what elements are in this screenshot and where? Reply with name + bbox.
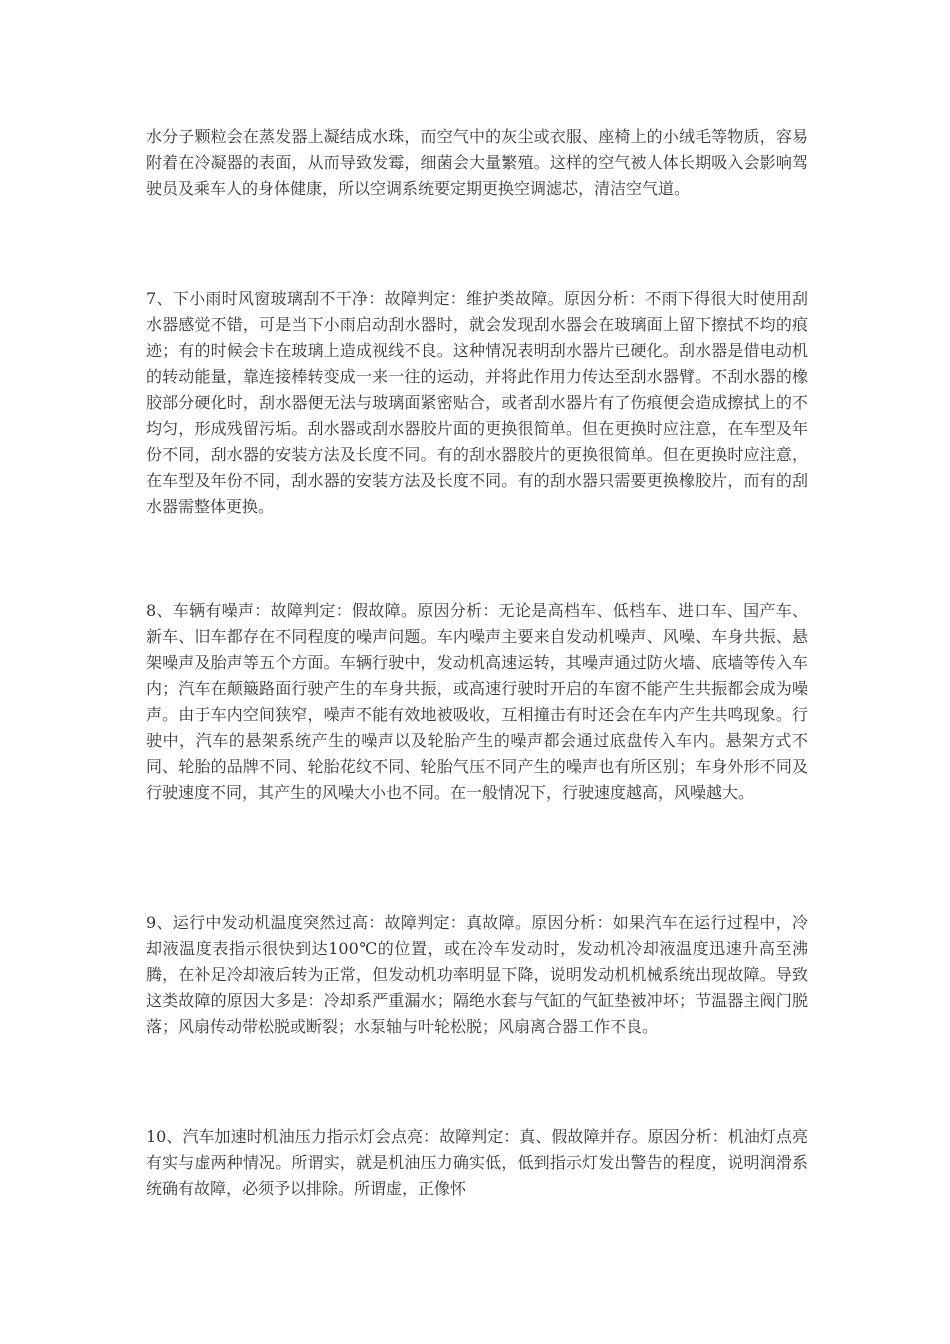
paragraph-item-7-wiper: 7、下小雨时风窗玻璃刮不干净：故障判定：维护类故障。原因分析：不雨下得很大时使用刮水器感觉不错，可是当下小雨启动刮水器时，就会发现刮水器会在玻璃面上留下擦拭不均的痕迹；有的时候会卡在玻璃上造成视线不良。这种情况表明刮水器片已硬化。刮水器是借电动机的转动能量，靠连接棒转变成一来一往的运动，并将此作用力传达至刮水器臂。不刮水器的橡胶部分硬化时，刮水器便无法与玻璃面紧密贴合，或者刮水器片有了伤痕便会造成擦拭上的不均匀，形成残留污垢。刮水器或刮水器胶片面的更换很简单。但在更换时应注意，在车型及年份不同，刮水器的安装方法及长度不同。有的刮水器胶片的更换很简单。但在更换时应注意，在车型及年份不同，刮水器的安装方法及长度不同。有的刮水器只需要更换橡胶片，而有的刮水器需整体更换。 xyxy=(146,289,808,516)
paragraph-item-9-engine-temperature: 9、运行中发动机温度突然过高：故障判定：真故障。原因分析：如果汽车在运行过程中，冷却液温度表指示很快到达100℃的位置，或在冷车发动时，发动机冷却液温度迅速升高至沸腾，在补足冷却液后转为正常，但发动机功率明显下降，说明发动机机械系统出现故障。导致这类故障的原因大多是：冷却系严重漏水；隔绝水套与气缸的气缸垫被冲坏；节温器主阀门脱落；风扇传动带松脱或断裂；水泵轴与叶轮松脱；风扇离合器工作不良。 xyxy=(146,913,808,1036)
paragraph-item-8-noise: 8、车辆有噪声：故障判定：假故障。原因分析：无论是高档车、低档车、进口车、国产车、新车、旧车都存在不同程度的噪声问题。车内噪声主要来自发动机噪声、风噪、车身共振、悬架噪声及胎声等五个方面。车辆行驶中，发动机高速运转，其噪声通过防火墙、底墙等传入车内；汽车在颠簸路面行驶产生的车身共振，或高速行驶时开启的车窗不能产生共振都会成为噪声。由于车内空间狭窄，噪声不能有效地被吸收，互相撞击有时还会在车内产生共鸣现象。行驶中，汽车的悬架系统产生的噪声以及轮胎产生的噪声都会通过底盘传入车内。悬架方式不同、轮胎的品牌不同、轮胎花纹不同、轮胎气压不同产生的噪声也有所区别；车身外形不同及行驶速度不同，其产生的风噪大小也不同。在一般情况下，行驶速度越高，风噪越大。 xyxy=(146,601,808,802)
paragraph-air-filter-continuation: 水分子颗粒会在蒸发器上凝结成水珠，而空气中的灰尘或衣服、座椅上的小绒毛等物质，容易附着在冷凝器的表面，从而导致发霉，细菌会大量繁殖。这样的空气被人体长期吸入会影响驾驶员及乘车人的身体健康，所以空调系统要定期更换空调滤芯，清洁空气道。 xyxy=(146,127,808,198)
paragraph-item-10-oil-pressure: 10、汽车加速时机油压力指示灯会点亮：故障判定：真、假故障并存。原因分析：机油灯点亮有实与虚两种情况。所谓实，就是机油压力确实低，低到指示灯发出警告的程度，说明润滑系统确有故障，必须予以排除。所谓虚，正像怀 xyxy=(146,1127,808,1198)
